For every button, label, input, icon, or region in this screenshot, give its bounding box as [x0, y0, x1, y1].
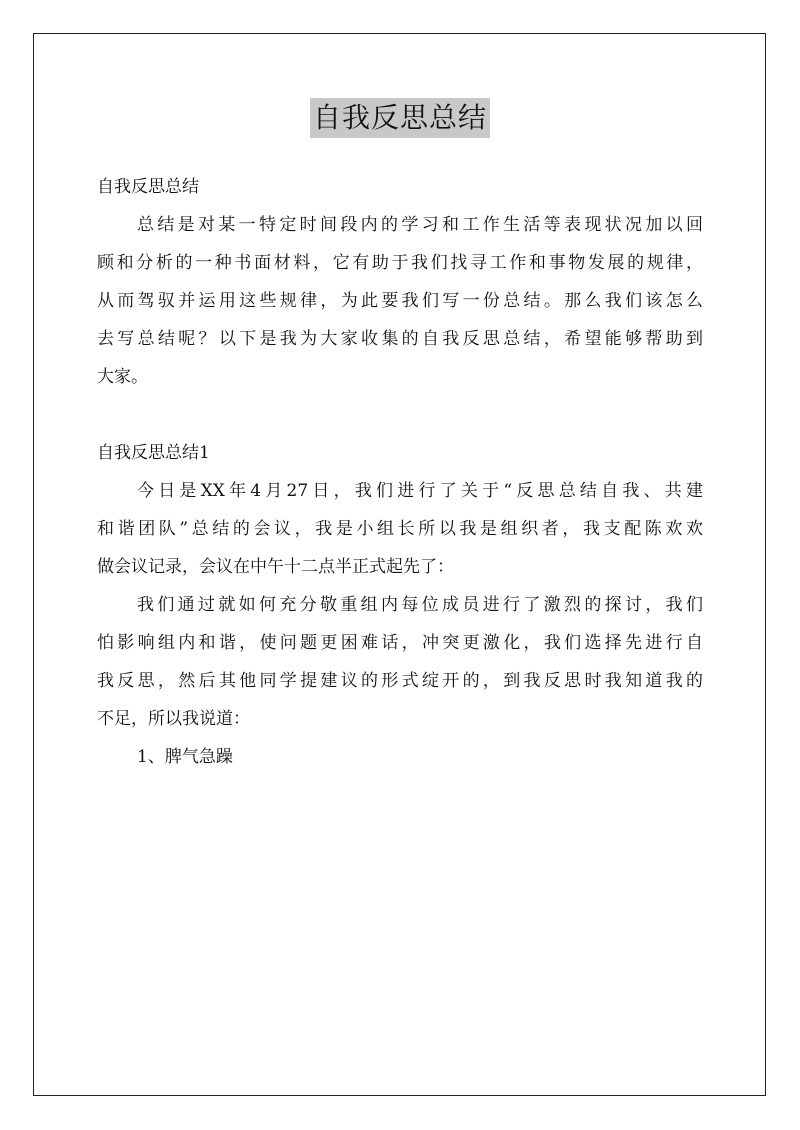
para1-line-2: 和谐团队”总结的会议，我是小组长所以我是组织者，我支配陈欢欢: [97, 519, 703, 539]
document-title: 自我反思总结: [310, 98, 490, 138]
section-heading-1: 自我反思总结1: [97, 443, 210, 463]
intro-line-3: 从而驾驭并运用这些规律，为此要我们写一份总结。那么我们该怎么: [97, 291, 703, 311]
intro-line-1: 总结是对某一特定时间段内的学习和工作生活等表现状况加以回: [137, 215, 703, 235]
section-heading: 自我反思总结: [97, 177, 199, 197]
paragraph-gap: [97, 396, 703, 434]
intro-line-2: 顾和分析的一种书面材料，它有助于我们找寻工作和事物发展的规律，: [97, 253, 703, 273]
para1-line-1: 今日是XX年4月27日，我们进行了关于“反思总结自我、共建: [137, 481, 703, 501]
para1-line-3: 做会议记录，会议在中午十二点半正式起先了：: [97, 557, 454, 577]
intro-line-5: 大家。: [97, 367, 148, 387]
para2-line-3: 我反思，然后其他同学提建议的形式绽开的，到我反思时我知道我的: [97, 671, 703, 691]
para2-line-1: 我们通过就如何充分敬重组内每位成员进行了激烈的探讨，我们: [137, 595, 703, 615]
title-container: [0, 98, 800, 138]
para2-line-2: 怕影响组内和谐，使问题更困难话，冲突更激化，我们选择先进行自: [97, 633, 703, 653]
list-item: 1、脾气急躁: [137, 747, 233, 767]
intro-line-4: 去写总结呢？以下是我为大家收集的自我反思总结，希望能够帮助到: [97, 329, 703, 349]
para2-line-4: 不足，所以我说道：: [97, 709, 250, 729]
document-body: [97, 168, 703, 776]
